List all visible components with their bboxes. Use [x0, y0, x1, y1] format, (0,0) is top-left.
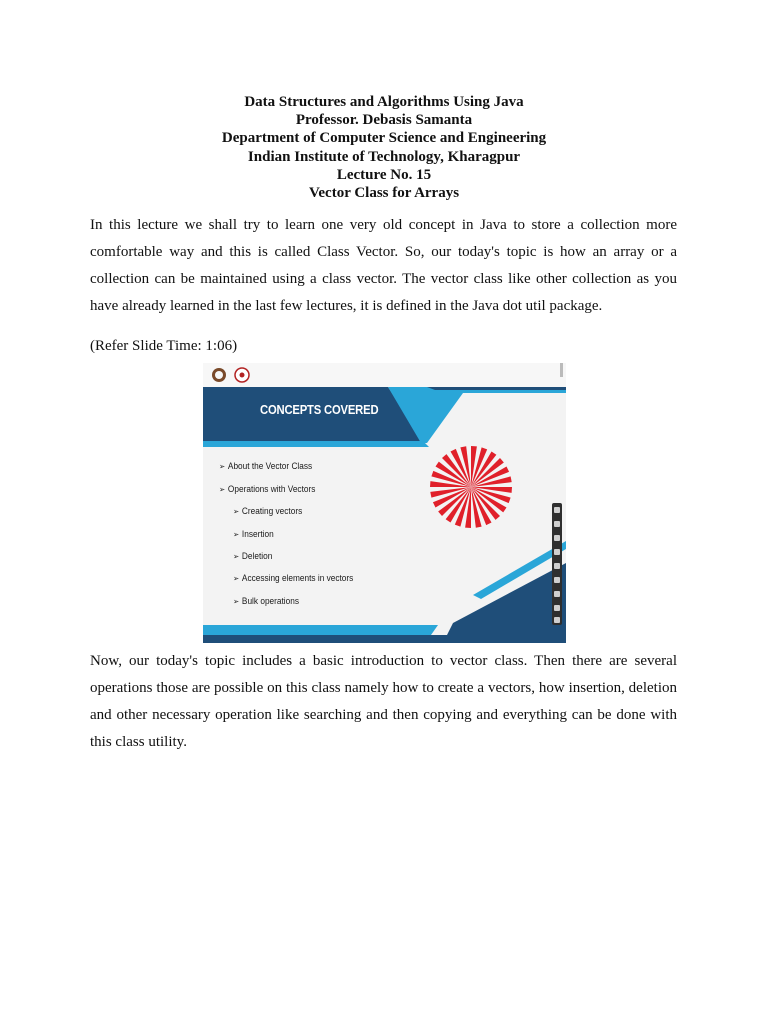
eraser-icon — [554, 563, 560, 569]
bullet-text: Bulk operations — [241, 596, 300, 606]
lecture-number: Lecture No. 15 — [336, 166, 432, 183]
slide-bullet-list — [203, 363, 566, 643]
bullet-text: Accessing elements in vectors — [241, 573, 354, 583]
bullet-arrow-icon: ➢ — [233, 530, 240, 539]
slide-sub-bullet — [233, 529, 274, 539]
course-title: Data Structures and Algorithms Using Java — [244, 94, 524, 110]
bullet-arrow-icon: ➢ — [219, 462, 226, 471]
summary-paragraph: Now, our today's topic includes a basic introduction to vector class. Then there are several operations those are possible on this class namely how to create a vectors, how insertion, deletion and other necessary operation like searching and then copying and everything can be done with this class utility. — [90, 653, 677, 750]
lecture-title: Vector Class for Arrays — [308, 185, 460, 202]
intro-paragraph: In this lecture we shall try to learn one very old concept in Java to store a collection more comfortable way and this is called Class Vector. So, our today's topic is how an array or a collection can be maintained using a class vector. The vector class like other collection as you have already learned in the last few lectures, it is defined in the Java dot util package. — [90, 217, 677, 314]
slide-bullet — [219, 461, 312, 471]
screen-icon — [554, 591, 560, 597]
slide-bullet — [219, 484, 315, 494]
bullet-text: Insertion — [241, 529, 274, 539]
slide-sub-bullet — [233, 551, 272, 561]
professor-name: Professor. Debasis Samanta — [295, 112, 473, 129]
lecture-slide-image — [203, 363, 566, 643]
department: Department of Computer Science and Engineering — [221, 130, 547, 147]
marker-icon — [554, 535, 560, 541]
line-icon — [554, 577, 560, 583]
document-header — [0, 93, 768, 202]
refer-slide-time: (Refer Slide Time: 1:06) — [90, 338, 238, 354]
slide-title: CONCEPTS COVERED — [260, 403, 379, 417]
bullet-arrow-icon: ➢ — [233, 574, 240, 583]
bullet-arrow-icon: ➢ — [219, 485, 226, 494]
pen-icon — [554, 521, 560, 527]
highlighter-icon — [554, 549, 560, 555]
bullet-arrow-icon: ➢ — [233, 597, 240, 606]
institute: Indian Institute of Technology, Kharagpur — [247, 148, 521, 165]
pointer-icon — [554, 507, 560, 513]
annotation-toolbar — [552, 503, 562, 625]
slide-sub-bullet — [233, 506, 302, 516]
bullet-text: Operations with Vectors — [227, 484, 316, 494]
whiteboard-icon — [554, 605, 560, 611]
slide-sub-bullet — [233, 573, 353, 583]
bullet-text: Deletion — [241, 551, 273, 561]
slide-sub-bullet — [233, 596, 299, 606]
bullet-arrow-icon: ➢ — [233, 507, 240, 516]
bullet-arrow-icon: ➢ — [233, 552, 240, 561]
bullet-text: Creating vectors — [241, 506, 303, 516]
page-icon — [554, 617, 560, 623]
bullet-text: About the Vector Class — [227, 461, 313, 471]
